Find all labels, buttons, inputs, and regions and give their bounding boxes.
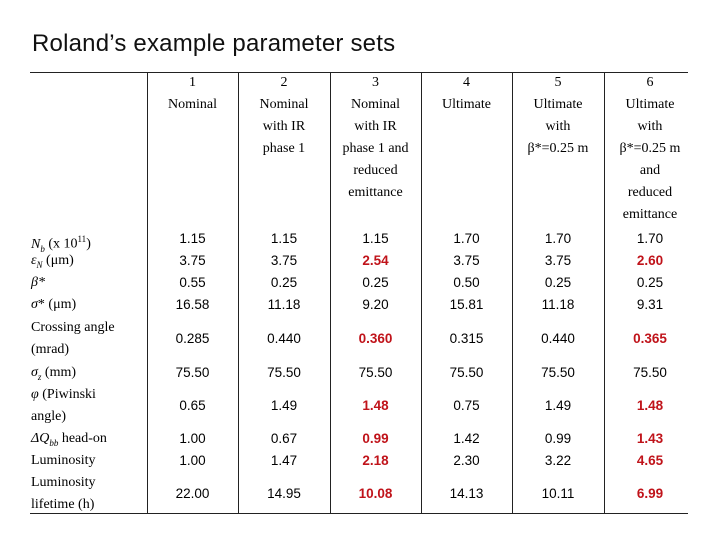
column-desc-line: reduced <box>627 185 673 200</box>
table-cell: 0.67 <box>270 431 298 446</box>
table-cell: 1.47 <box>270 453 298 468</box>
table-cell: 0.365 <box>633 331 667 346</box>
column-desc-line: phase 1 <box>262 141 306 156</box>
table-cell: 0.25 <box>362 275 389 290</box>
table-cell: 75.50 <box>267 365 301 380</box>
table-cell: 14.95 <box>267 486 301 501</box>
table-cell: 2.54 <box>362 253 389 268</box>
table-cell: 0.99 <box>362 431 389 446</box>
table-cell: 14.13 <box>449 486 484 501</box>
table-cell: 11.18 <box>267 297 301 312</box>
column-desc-line: Nominal <box>168 97 217 112</box>
column-desc-line: with IR <box>262 119 306 134</box>
column-desc-line: reduced <box>353 163 398 178</box>
row-label-tune-shift: $\Delta Q_{bb}$ head-on <box>31 431 107 448</box>
table-cell: 1.00 <box>179 431 206 446</box>
table-cell: 1.43 <box>636 431 664 446</box>
table-cell: 2.60 <box>636 253 664 268</box>
table-cell: 2.30 <box>453 453 480 468</box>
column-desc-line: β*=0.25 m <box>619 141 681 156</box>
column-header-5 <box>512 72 604 160</box>
column-number: 2 <box>280 75 288 90</box>
column-desc-line: phase 1 and <box>342 141 409 156</box>
table-cell: 75.50 <box>633 365 667 380</box>
table-cell: 3.75 <box>453 253 480 268</box>
table-cell: 1.15 <box>179 231 206 246</box>
table-cell: 6.99 <box>636 486 664 501</box>
table-cell: 4.65 <box>636 453 664 468</box>
table-cell: 0.440 <box>267 331 301 346</box>
table-cell: 3.75 <box>179 253 206 268</box>
table-cell: 15.81 <box>449 297 484 312</box>
table-cell: 3.22 <box>544 453 572 468</box>
table-cell: 0.25 <box>544 275 572 290</box>
table-cell: 1.49 <box>270 398 298 413</box>
table-cell: 0.285 <box>175 331 210 346</box>
row-label-nb: $N_b$ (x $10^{11}$) <box>31 234 91 254</box>
table-cell: 0.25 <box>636 275 664 290</box>
table-cell: 22.00 <box>175 486 210 501</box>
column-header-4 <box>421 72 512 116</box>
column-header-3 <box>330 72 421 204</box>
column-desc-line: β*=0.25 m <box>527 141 589 156</box>
table-cell: 3.75 <box>544 253 572 268</box>
table-cell: 1.48 <box>362 398 389 413</box>
column-number: 3 <box>372 75 379 90</box>
row-label-crossing-angle: Crossing angle (mrad) <box>31 320 115 357</box>
row-label-beta-star: β* <box>31 275 45 290</box>
table-cell: 0.315 <box>449 331 484 346</box>
column-header-2 <box>238 72 330 160</box>
row-label-sigma-z: $\sigma_z$ (mm) <box>31 365 77 382</box>
table-cell: 1.70 <box>453 231 480 246</box>
table-cell: 0.440 <box>541 331 575 346</box>
row-label-sigma-star: σ* (μm) <box>31 297 77 312</box>
table-cell: 1.15 <box>362 231 389 246</box>
table-cell: 1.70 <box>636 231 664 246</box>
column-desc-line: Ultimate <box>442 97 491 112</box>
row-label-piwinski: φ (Piwinski angle) <box>31 387 96 424</box>
row-label-emittance: $\varepsilon_N$ (μm) <box>31 253 74 270</box>
column-header-6 <box>604 72 696 226</box>
table-cell: 0.65 <box>179 398 206 413</box>
column-desc-line: with IR <box>354 119 397 134</box>
table-cell: 75.50 <box>175 365 210 380</box>
column-header-1 <box>147 72 238 116</box>
table-cell: 11.18 <box>541 297 575 312</box>
table-cell: 1.42 <box>453 431 480 446</box>
table-cell: 16.58 <box>175 297 210 312</box>
column-desc-line: Ultimate <box>625 97 675 112</box>
column-desc-line: Nominal <box>259 97 309 112</box>
table-cell: 1.70 <box>544 231 572 246</box>
table-cell: 9.20 <box>362 297 389 312</box>
column-number: 1 <box>189 75 196 90</box>
table-cell: 75.50 <box>449 365 484 380</box>
column-desc-line: emittance <box>622 207 678 222</box>
table-cell: 0.25 <box>270 275 298 290</box>
table-cell: 0.75 <box>453 398 480 413</box>
row-label-lifetime: Luminosity lifetime (h) <box>31 475 96 512</box>
table-cell: 0.50 <box>453 275 480 290</box>
table-cell: 1.00 <box>179 453 206 468</box>
column-desc-line: with <box>545 119 571 134</box>
table-cell: 10.11 <box>541 486 575 501</box>
table-cell: 2.18 <box>362 453 389 468</box>
table-bottom-border <box>30 513 688 514</box>
table-cell: 10.08 <box>358 486 393 501</box>
slide-title: Roland’s example parameter sets <box>32 30 396 57</box>
column-number: 6 <box>646 75 654 90</box>
column-desc-line: Nominal <box>351 97 400 112</box>
table-cell: 75.50 <box>358 365 393 380</box>
table-cell: 1.49 <box>544 398 572 413</box>
table-cell: 1.48 <box>636 398 664 413</box>
table-cell: 9.31 <box>636 297 664 312</box>
row-label-luminosity: Luminosity <box>31 453 96 468</box>
table-cell: 75.50 <box>541 365 575 380</box>
table-cell: 1.15 <box>270 231 298 246</box>
table-cell: 0.360 <box>358 331 393 346</box>
column-desc-line: and <box>639 163 661 178</box>
table-cell: 3.75 <box>270 253 298 268</box>
column-desc-line: Ultimate <box>533 97 583 112</box>
column-desc-line: with <box>637 119 663 134</box>
column-number: 4 <box>463 75 470 90</box>
table-cell: 0.99 <box>544 431 572 446</box>
table-cell: 0.55 <box>179 275 206 290</box>
column-number: 5 <box>554 75 562 90</box>
column-desc-line: emittance <box>348 185 403 200</box>
